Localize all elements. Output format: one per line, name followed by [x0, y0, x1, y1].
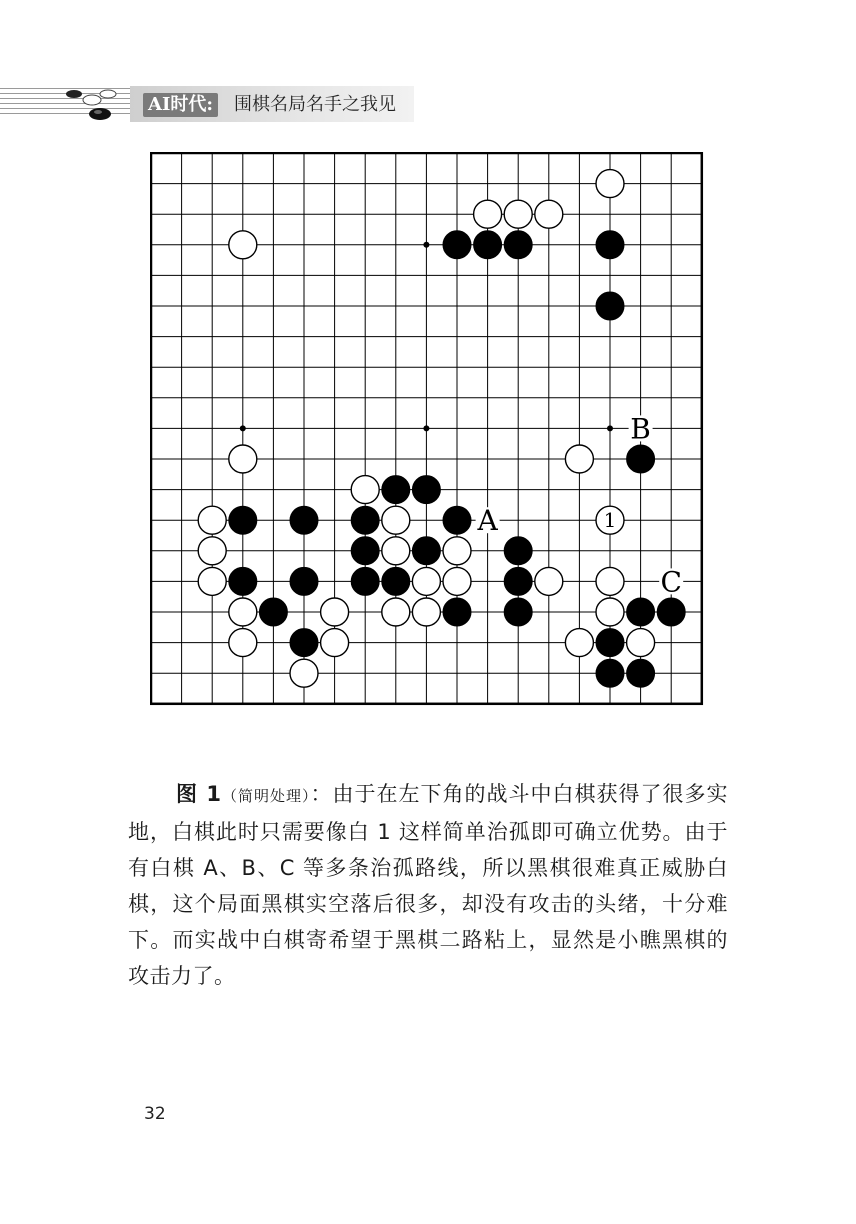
- go-board-diagram: [150, 152, 708, 710]
- letter-mark-a: A: [477, 504, 498, 538]
- black-stone: [504, 231, 532, 259]
- figure-caption: [128, 776, 728, 994]
- white-stone: [229, 629, 257, 657]
- white-stone: [412, 598, 440, 626]
- white-stone: [443, 567, 471, 595]
- white-stone: [382, 598, 410, 626]
- letter-mark-c: C: [660, 565, 682, 599]
- star-point: [423, 425, 429, 431]
- white-stone: [504, 200, 532, 228]
- white-stone: [351, 476, 379, 504]
- black-stone: [596, 629, 624, 657]
- page-number: 32: [144, 1104, 166, 1124]
- white-stone: [627, 629, 655, 657]
- black-stone: [504, 598, 532, 626]
- black-stone: [290, 629, 318, 657]
- header-tag: AI时代:: [143, 93, 218, 117]
- black-stone: [443, 506, 471, 534]
- black-stone: [412, 537, 440, 565]
- black-stone: [504, 537, 532, 565]
- white-stone: [565, 629, 593, 657]
- figure-label: 图 1: [176, 782, 222, 806]
- figure-paren-note: （简明处理）: [221, 787, 311, 805]
- star-point: [423, 242, 429, 248]
- white-stone: [382, 506, 410, 534]
- white-stone: [474, 200, 502, 228]
- white-stone: [596, 567, 624, 595]
- caption-body: ：由于在左下角的战斗中白棋获得了很多实地，白棋此时只需要像白 1 这样简单治孤即可确立优势。由于有白棋 A、B、C 等多条治孤路线，所以黑棋很难真正威胁白棋，这个局面黑棋实空落后很多，却没有攻击的头绪，十分难下。而实战中白棋寄希望于黑棋二路粘上，显然是小瞧黑棋的攻击力了。: [128, 782, 728, 988]
- black-stone: [412, 476, 440, 504]
- white-stone: [321, 598, 349, 626]
- white-stone: [198, 537, 226, 565]
- white-stone: [596, 598, 624, 626]
- black-stone: [290, 567, 318, 595]
- star-point: [240, 425, 246, 431]
- white-stone: [198, 506, 226, 534]
- white-stone: [565, 445, 593, 473]
- white-stone: [412, 567, 440, 595]
- black-stone: [259, 598, 287, 626]
- white-stone: [229, 598, 257, 626]
- white-stone: [382, 537, 410, 565]
- black-stone: [382, 567, 410, 595]
- black-stone: [382, 476, 410, 504]
- black-stone: [504, 567, 532, 595]
- star-point: [607, 425, 613, 431]
- black-stone: [229, 506, 257, 534]
- white-stone: [229, 445, 257, 473]
- black-stone: [351, 567, 379, 595]
- black-stone: [351, 537, 379, 565]
- header-title: 围棋名局名手之我见: [234, 94, 396, 115]
- white-stone: [290, 659, 318, 687]
- letter-mark-b: B: [630, 412, 651, 446]
- white-stone: [229, 231, 257, 259]
- black-stone: [596, 231, 624, 259]
- black-stone: [443, 231, 471, 259]
- stone-number-label: 1: [603, 508, 617, 533]
- black-stone: [229, 567, 257, 595]
- black-stone: [596, 659, 624, 687]
- white-stone: [443, 537, 471, 565]
- black-stone: [657, 598, 685, 626]
- white-stone: [535, 200, 563, 228]
- black-stone: [443, 598, 471, 626]
- black-stone: [290, 506, 318, 534]
- black-stone: [627, 598, 655, 626]
- white-stone: [321, 629, 349, 657]
- white-stone: [535, 567, 563, 595]
- black-stone: [351, 506, 379, 534]
- black-stone: [627, 659, 655, 687]
- white-stone: [596, 170, 624, 198]
- black-stone: [627, 445, 655, 473]
- black-stone: [596, 292, 624, 320]
- white-stone: [198, 567, 226, 595]
- black-stone: [474, 231, 502, 259]
